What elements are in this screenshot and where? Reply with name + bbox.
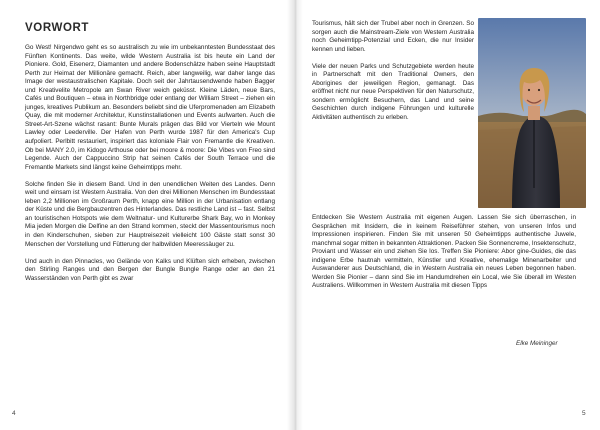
right-top-column-text (312, 20, 474, 131)
page-number-left: 4 (12, 410, 16, 417)
left-column-text (25, 44, 275, 292)
page-number-right: 5 (582, 410, 586, 417)
page-heading: VORWORT (25, 22, 90, 34)
left-paragraph: Solche finden Sie in diesem Band. Und in den unendlichen Weiten des Landes. Denn weit und einsam ist Western Australia. Von den drei Millionen Menschen im Bundesstaat leben 2,2 Millionen im Großraum Perth, knapp eine Million in der Urbanisation entlang der Küste und die Bergbauzentren des Hinterlandes. Das restliche Land ist – fast. Selbst an touristischen Hotspots wie dem Weltnatur- und Kulturerbe Shark Bay, wo in Monkey Mia jeden Morgen die Delfine an den Strand kommen, steckt der Massentourismus noch in den Kinderschuhen, sieben zur Hauptreisezeit vielleicht 100 Gäste statt sonst 30 Menschen der Vorstellung und Fütterung der halbwilden Meeressäuger zu. (25, 180, 275, 248)
left-paragraph: Und auch in den Pinnacles, wo Gelände von Kalks und Klüften sich erheben, zwischen den Stirling Ranges und den Bergen der Bungle Bungle Range oder an den 21 Wasserständen von Perth gibt es zwar (25, 257, 275, 282)
right-bottom-column-text (312, 214, 576, 299)
right-paragraph: Viele der neuen Parks und Schutzgebiete werden heute in Partnerschaft mit den Traditional Owners, den Aborigines der jeweiligen Region, gemanagt. Das eröffnet nicht nur neue Perspektiven für den Naturschutz, sondern ermöglicht Besuchern, das Land und seine Geschichten durch indigene Führungen und kulturelle Aktivitäten authentisch zu erleben. (312, 62, 474, 121)
left-paragraph: Go West! Nirgendwo geht es so australisch zu wie im unbekanntesten Bundesstaat des Fünften Kontinents. Das weite, wilde Western Australia ist bis heute ein Land der Pioniere. Gold, Eisenerz, Diamanten und andere Bodenschätze haben seine Hauptstadt Perth zur Heimat der Millionäre gemacht. Reich, aber langweilig, war daher lange das Image der westaustralischen Kapitale. Doch seit der Jahrtausendwende haben Bagger und Kreativelite Metropole am Swan River weich geküsst. Kleine Läden, neue Bars, Cafés und Boutiquen – etwa in Northbridge oder entlang der William Street – ziehen ein junges, kreatives Publikum an. Besonders beliebt sind die Uferpromenaden am Elizabeth Quay, die mit moderner Architektur, Kunstinstallationen und Events aufwarten. Auch die Street-Art-Szene wächst rasant: Bunte Murals prägen das Bild vor Vierteln wie Mount Lawley oder Leederville. Der Hafen von Perth wurde 1987 für den America's Cup aufpoliert. Perlbitt restauriert, inspiriert das koloniale Flair von Fremantle die Kreativen. Ob bei MANY 2.0, im Kidogo Arthouse oder bei moore & moore: Die Vibes von Freo sind Legende. Auch der Cappuccino Strip hat seinen Cafés der South Terrace und die Fremantle Markets sind längst keine Geheimtipps mehr. (25, 44, 276, 171)
author-portrait-photo (478, 18, 586, 208)
right-paragraph: Tourismus, hält sich der Trubel aber noch in Grenzen. So sorgen auch die Mainstream-Ziele von Western Australia noch Geheimtipp-Potenzial und Ecken, die nur Insider kennen und lieben. (312, 20, 474, 53)
author-signature: Elke Meininger (516, 340, 558, 347)
portrait-illustration (478, 18, 586, 208)
left-page (0, 0, 295, 430)
right-paragraph: Entdecken Sie Western Australia mit eigenen Augen. Lassen Sie sich überraschen, in Gesprächen mit Insidern, die in keinem Reiseführer stehen, von unseren Infos und Impressionen inspirieren. Finden Sie mit unseren 50 Geheimtipps authentische Juwele, manchmal sogar mitten in bekannten Attraktionen. Packen Sie Sonnencreme, Insektenschutz, Proviant und Wasser ein und ziehen Sie los. Treffen Sie Pioniere: Abor gine-Guides, die das indigene Erbe hautnah vermitteln, Künstler und Kreative, ehemalige Minenarbeiter und Auswanderer aus Deutschland, die in Western Australia ein neues Leben begonnen haben. Werden Sie Pionier – dann sind Sie im Handumdrehen ein Local, wie Sie überall im Westen Australiens. Willkommen in Western Australia mit diesen Tipps (312, 214, 576, 290)
